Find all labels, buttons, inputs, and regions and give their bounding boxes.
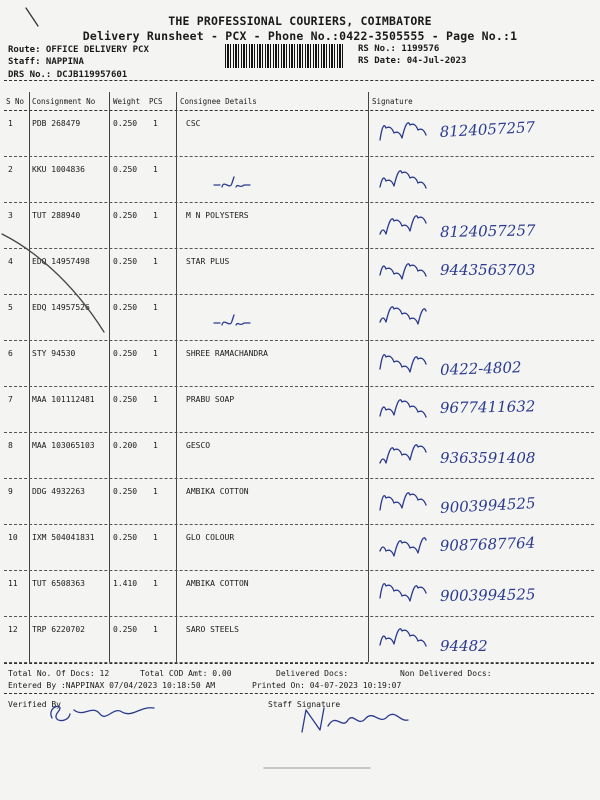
row-consignee: GESCO [186, 441, 211, 450]
handwritten-phone: 9363591408 [440, 449, 536, 467]
row-pcs: 1 [153, 395, 158, 404]
barcode-icon [225, 44, 343, 68]
row-pcs: 1 [153, 211, 158, 220]
row-sno: 10 [8, 533, 18, 542]
row-sno: 12 [8, 625, 18, 634]
col-consignment: Consignment No [32, 97, 96, 106]
table-row [0, 433, 600, 479]
handwritten-phone: 8124057257 [439, 118, 536, 141]
total-cod: Total COD Amt: 0.00 [140, 669, 232, 678]
verified-by-label: Verified By [8, 700, 61, 709]
table-row [0, 479, 600, 525]
handwritten-phone: 0422-4802 [439, 358, 522, 379]
col-sno: S No [6, 97, 25, 106]
row-consignee: SHREE RAMACHANDRA [186, 349, 268, 358]
table-row [0, 571, 600, 617]
handwritten-phone: 9443563703 [440, 261, 536, 279]
signature-scribble [372, 571, 597, 617]
total-docs: Total No. Of Docs: 12 [8, 669, 110, 678]
entered-by: Entered By :NAPPINAX 07/04/2023 10:18:50 AM [8, 681, 216, 690]
handwritten-phone: 9003994525 [439, 585, 536, 605]
row-sno: 3 [8, 211, 13, 220]
row-weight: 0.250 [113, 119, 138, 128]
runsheet-subtitle: Delivery Runsheet - PCX - Phone No.:0422-3505555 - Page No.:1 [82, 29, 518, 43]
table-row [0, 525, 600, 571]
row-weight: 1.410 [113, 579, 138, 588]
signature-scribble [372, 387, 597, 433]
row-weight: 0.250 [113, 533, 138, 542]
footer-divider-2 [4, 693, 594, 694]
handwritten-mark [212, 313, 252, 333]
row-pcs: 1 [153, 349, 158, 358]
signature-scribble [372, 249, 597, 295]
header-divider [4, 80, 594, 81]
row-consignee: CSC [186, 119, 201, 128]
drs-number: DRS No.: DCJB119957601 [8, 70, 128, 80]
table-row [0, 111, 600, 157]
handwritten-phone: 9677411632 [439, 397, 536, 417]
staff-signature [296, 702, 416, 738]
signature-scribble [372, 479, 597, 525]
row-pcs: 1 [153, 165, 158, 174]
row-pcs: 1 [153, 487, 158, 496]
row-sno: 8 [8, 441, 13, 450]
route-label: Route: OFFICE DELIVERY PCX [8, 45, 149, 55]
signature-scribble [372, 111, 597, 157]
row-sno: 2 [8, 165, 13, 174]
row-weight: 0.250 [113, 625, 138, 634]
row-sno: 5 [8, 303, 13, 312]
row-weight: 0.250 [113, 211, 138, 220]
row-weight: 0.250 [113, 395, 138, 404]
row-consignment-no: TUT 6508363 [32, 579, 85, 588]
row-pcs: 1 [153, 119, 158, 128]
row-consignment-no: EDQ 14957498 [32, 257, 90, 266]
col-pcs: PCS [149, 97, 163, 106]
row-consignment-no: EDQ 14957526 [32, 303, 90, 312]
signature-scribble [372, 617, 597, 663]
row-consignment-no: DDG 4932263 [32, 487, 85, 496]
handwritten-phone: 8124057257 [439, 221, 536, 241]
handwritten-phone: 94482 [440, 637, 488, 655]
row-weight: 0.250 [113, 165, 138, 174]
row-weight: 0.250 [113, 303, 138, 312]
col-consignee: Consignee Details [180, 97, 257, 106]
table-row [0, 617, 600, 663]
signature-scribble [372, 433, 597, 479]
row-consignee: AMBIKA COTTON [186, 487, 249, 496]
row-consignment-no: KKU 1004836 [32, 165, 85, 174]
row-consignee: M N POLYSTERS [186, 211, 249, 220]
delivered-docs: Delivered Docs: [276, 669, 349, 678]
footer-divider [4, 663, 594, 664]
row-pcs: 1 [153, 441, 158, 450]
row-weight: 0.250 [113, 257, 138, 266]
row-consignment-no: MAA 103065103 [32, 441, 95, 450]
printed-on: Printed On: 04-07-2023 10:19:07 [252, 681, 402, 690]
row-consignee: GLO COLOUR [186, 533, 235, 542]
company-title: THE PROFESSIONAL COURIERS, COIMBATORE [168, 14, 432, 28]
row-consignee: SARO STEELS [186, 625, 239, 634]
row-pcs: 1 [153, 579, 158, 588]
pen-mark-bottom [260, 756, 380, 776]
handwritten-phone: 9087687764 [439, 533, 536, 555]
row-sno: 9 [8, 487, 13, 496]
handwritten-phone: 9003994525 [439, 494, 536, 517]
signature-scribble [372, 525, 597, 571]
row-consignment-no: IXM 504041831 [32, 533, 95, 542]
row-consignment-no: TRP 6220702 [32, 625, 85, 634]
row-pcs: 1 [153, 625, 158, 634]
signature-scribble [372, 295, 597, 341]
row-consignment-no: TUT 288940 [32, 211, 81, 220]
staff-signature-label: Staff Signature [268, 700, 341, 709]
row-consignment-no: STY 94530 [32, 349, 76, 358]
signature-scribble [372, 203, 597, 249]
row-pcs: 1 [153, 257, 158, 266]
row-weight: 0.250 [113, 487, 138, 496]
rs-date: RS Date: 04-Jul-2023 [358, 56, 467, 66]
signature-scribble [372, 341, 597, 387]
verifier-signature [44, 698, 174, 728]
rs-number: RS No.: 1199576 [358, 44, 440, 54]
col-weight: Weight [113, 97, 141, 106]
row-pcs: 1 [153, 533, 158, 542]
row-weight: 0.250 [113, 349, 138, 358]
row-sno: 11 [8, 579, 18, 588]
row-consignee: STAR PLUS [186, 257, 230, 266]
row-pcs: 1 [153, 303, 158, 312]
row-sno: 6 [8, 349, 13, 358]
row-consignment-no: PDB 268479 [32, 119, 81, 128]
signature-scribble [372, 157, 597, 203]
row-weight: 0.200 [113, 441, 138, 450]
handwritten-mark [212, 175, 252, 195]
row-sno: 4 [8, 257, 13, 266]
table-row [0, 341, 600, 387]
row-sno: 1 [8, 119, 13, 128]
col-signature: Signature [372, 97, 413, 106]
row-consignee: AMBIKA COTTON [186, 579, 249, 588]
row-consignee: PRABU SOAP [186, 395, 235, 404]
row-consignment-no: MAA 101112481 [32, 395, 95, 404]
table-row [0, 157, 600, 203]
row-sno: 7 [8, 395, 13, 404]
staff-label: Staff: NAPPINA [8, 57, 84, 67]
pen-mark-left [0, 228, 110, 338]
table-row [0, 387, 600, 433]
non-delivered-docs: Non Delivered Docs: [400, 669, 492, 678]
